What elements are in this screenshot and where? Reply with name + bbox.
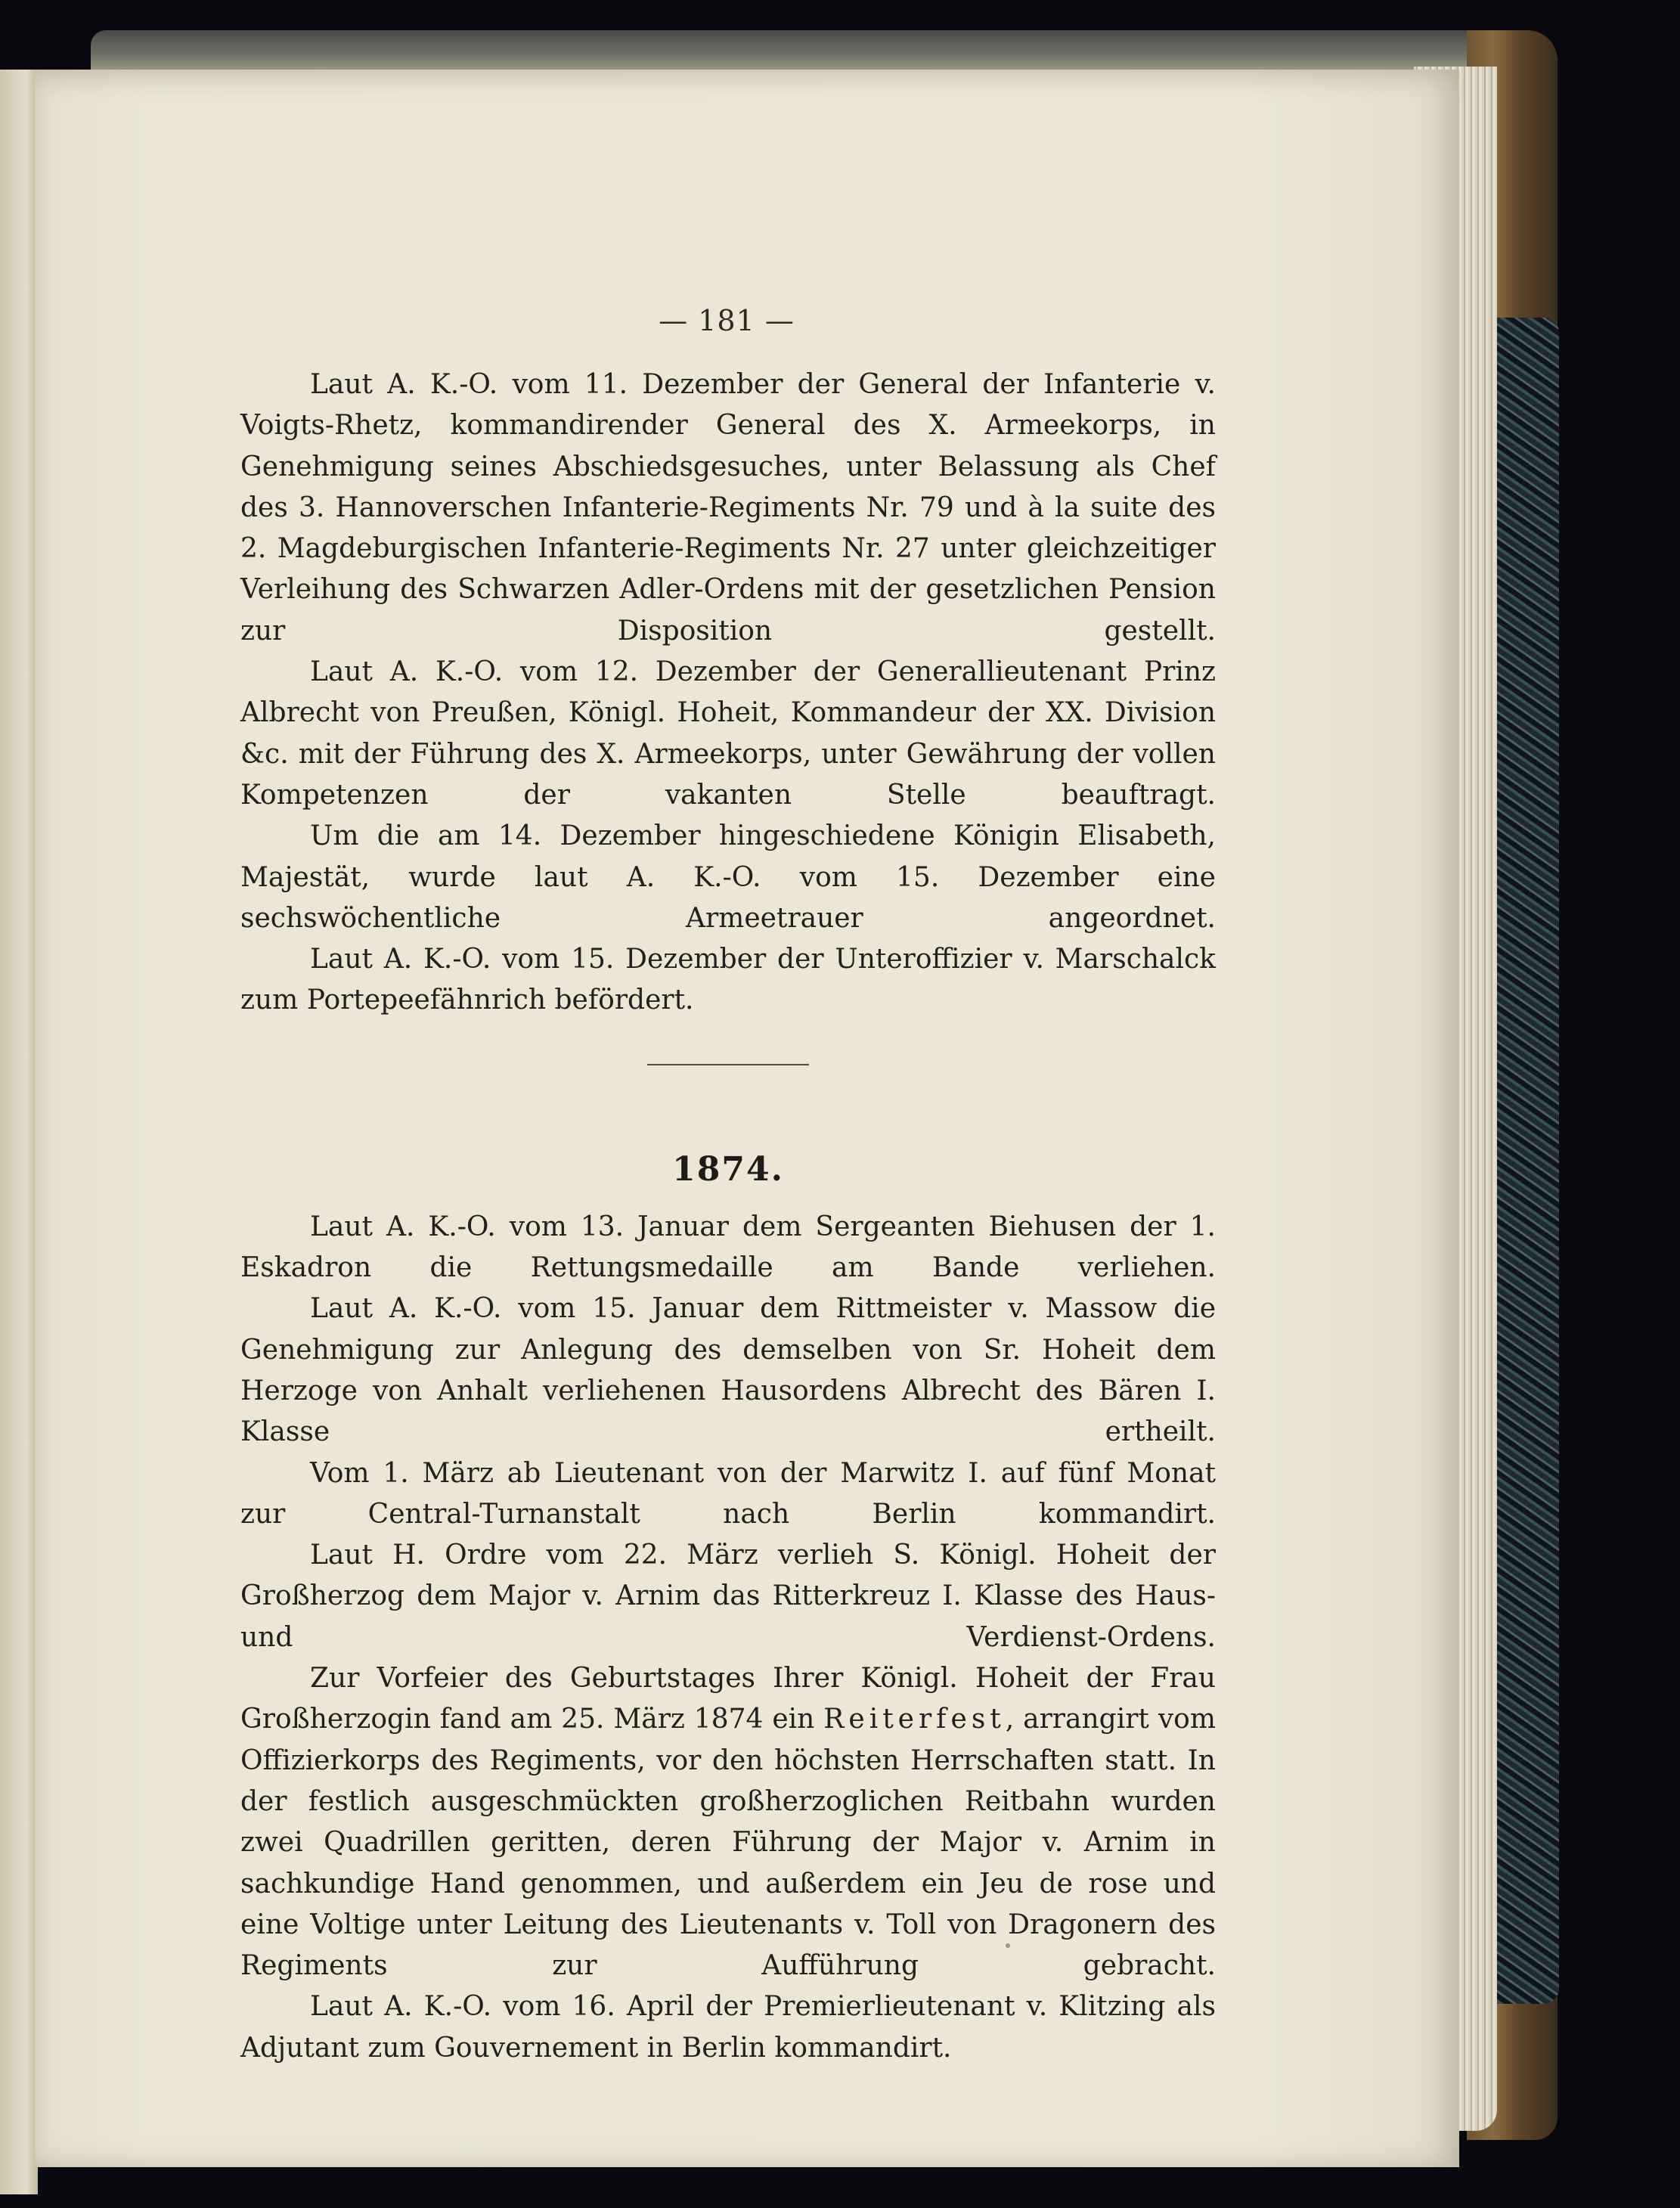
section-divider — [647, 1064, 809, 1065]
paragraph-rettungsmedaille: Laut A. K.-O. vom 13. Januar dem Sergeanten Biehusen der 1. Eskadron die Rettungsmedaille am Bande verliehen. — [240, 1211, 1216, 1284]
book-cover-top-edge — [91, 30, 1512, 76]
paragraph-voigts-rhetz: Laut A. K.-O. vom 11. Dezember der General der Infanterie v. Voigts-Rhetz, kommandirender General des X. Armeekorps, in Genehmigung seines Abschiedsgesuches, unter Belassung als Chef des 3. Hannoverschen Infanterie-Regiments Nr. 79 und à la suite des 2. Magdeburgischen Infanterie-Regiments Nr. 27 unter gleichzeitiger Verleihung des Schwarzen Adler-Ordens mit der gesetzlichen Pension zur Disposition gestellt. — [240, 369, 1216, 647]
page-text-block — [240, 364, 1216, 2069]
page-number: — 181 — — [659, 304, 795, 337]
paragraph-klitzing: Laut A. K.-O. vom 16. April der Premierlieutenant v. Klitzing als Adjutant zum Gouvernement in Berlin kommandirt. — [240, 1991, 1216, 2064]
left-page-sliver — [0, 70, 38, 2194]
paragraph-ritterkreuz: Laut H. Ordre vom 22. März verlieh S. Königl. Hoheit der Großherzog dem Major v. Arnim das Ritterkreuz I. Klasse des Haus- und Verdienst-Ordens. — [240, 1540, 1216, 1653]
paragraph-reiterfest — [240, 1658, 1216, 1986]
reiterfest-emphasis: Reiterfest — [823, 1704, 1006, 1735]
year-heading: 1874. — [672, 1149, 784, 1189]
paragraph-hausorden: Laut A. K.-O. vom 15. Januar dem Rittmeister v. Massow die Genehmigung zur Anlegung des demselben von Sr. Hoheit dem Herzoge von Anhalt verliehenen Hausordens Albrecht des Bären I. Klasse ertheilt. — [240, 1293, 1216, 1448]
paragraph-armeetrauer: Um die am 14. Dezember hingeschiedene Königin Elisabeth, Majestät, wurde laut A. K.-O. vom 15. Dezember eine sechswöchentliche Armeetrauer angeordnet. — [240, 820, 1216, 934]
book-page — [35, 70, 1459, 2167]
paragraph-prinz-albrecht: Laut A. K.-O. vom 12. Dezember der Generallieutenant Prinz Albrecht von Preußen, Königl. Hoheit, Kommandeur der XX. Division &c. mit der Führung des X. Armeekorps, unter Gewährung der vollen Kompetenzen der vakanten Stelle beauftragt. — [240, 656, 1216, 811]
paragraph-marschalck: Laut A. K.-O. vom 15. Dezember der Unteroffizier v. Marschalck zum Portepeefähnrich befördert. — [240, 944, 1216, 1016]
reiterfest-text-after: , arrangirt vom Offizierkorps des Regiments, vor den höchsten Herrschaften statt. In der festlich ausgeschmückten großherzoglichen Reitbahn wurden zwei Quadrillen geritten, deren Führung der Major v. Arnim in sachkundige Hand genommen, und außerdem ein Jeu de rose und eine Voltige unter Leitung des Lieutenants v. Toll von Dragonern des Regiments zur Aufführung gebracht. — [240, 1704, 1216, 1982]
paragraph-central-turnanstalt: Vom 1. März ab Lieutenant von der Marwitz I. auf fünf Monat zur Central-Turnanstalt nach Berlin kommandirt. — [240, 1457, 1216, 1530]
reiterfest-text-before: Zur Vorfeier des Geburtstages Ihrer Königl. Hoheit der Frau Großherzogin fand am 25. März 1874 ein — [240, 1663, 1216, 1735]
marbled-fore-edge — [1489, 318, 1559, 2004]
section-1873-entries — [240, 364, 1216, 1022]
paper-fleck — [1006, 1943, 1010, 1948]
section-1874-entries — [240, 1207, 1216, 2069]
